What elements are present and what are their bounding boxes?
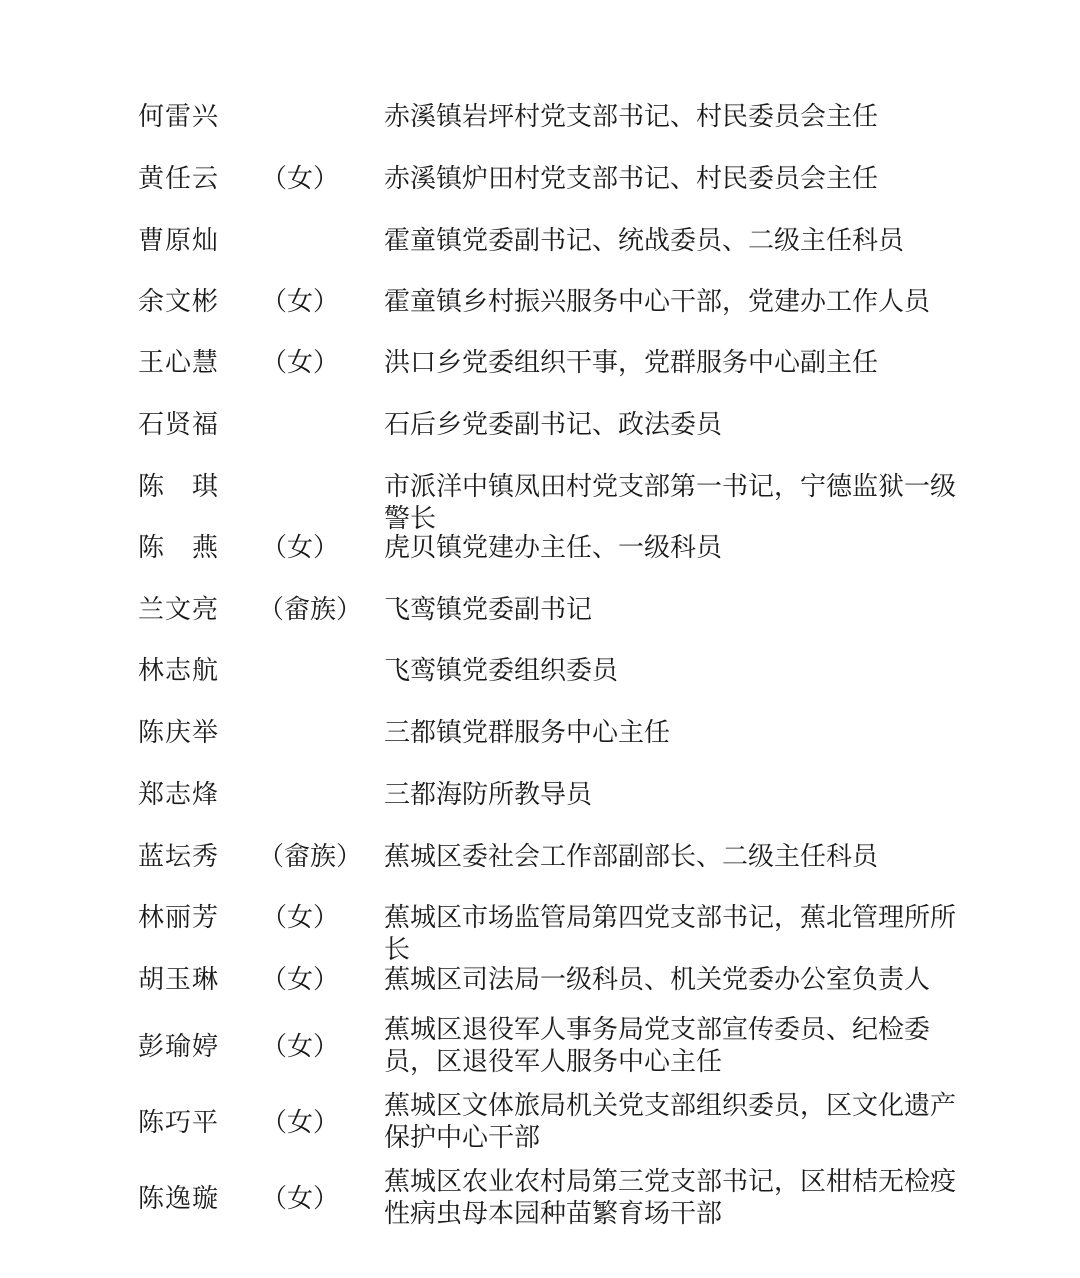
person-role: 蕉城区退役军人事务局党支部宣传委员、纪检委员，区退役军人服务中心主任 <box>384 1015 931 1077</box>
person-role: 飞鸾镇党委组织委员 <box>384 656 619 686</box>
person-name: 王心慧 <box>138 348 220 378</box>
person-role: 洪口乡党委组织干事，党群服务中心副主任 <box>384 348 879 378</box>
person-name: 陈巧平 <box>138 1108 220 1138</box>
person-role: 三都镇党群服务中心主任 <box>384 718 671 748</box>
person-note: （女） <box>260 1032 339 1062</box>
person-name: 曹原灿 <box>138 226 220 256</box>
person-role: 蕉城区司法局一级科员、机关党委办公室负责人 <box>384 965 931 995</box>
person-name: 石贤福 <box>138 410 220 440</box>
person-note: （女） <box>260 287 339 317</box>
person-name: 陈 燕 <box>138 533 220 563</box>
person-note: （畲族） <box>258 842 363 872</box>
person-role: 三都海防所教导员 <box>384 780 593 810</box>
person-name: 何雷兴 <box>138 102 220 132</box>
person-name: 陈庆举 <box>138 718 220 748</box>
person-name: 林丽芳 <box>138 903 220 933</box>
person-name: 黄任云 <box>138 164 220 194</box>
person-name: 彭瑜婷 <box>138 1032 220 1062</box>
person-note: （女） <box>260 965 339 995</box>
person-name: 蓝坛秀 <box>138 842 220 872</box>
person-role: 虎贝镇党建办主任、一级科员 <box>384 533 723 563</box>
person-role: 飞鸾镇党委副书记 <box>384 595 593 625</box>
person-role: 霍童镇党委副书记、统战委员、二级主任科员 <box>384 226 905 256</box>
person-role: 赤溪镇岩坪村党支部书记、村民委员会主任 <box>384 102 879 132</box>
person-note: （女） <box>260 164 339 194</box>
person-note: （女） <box>260 1184 339 1214</box>
person-name: 郑志烽 <box>138 780 220 810</box>
person-note: （女） <box>260 1108 339 1138</box>
person-role: 市派洋中镇凤田村党支部第一书记，宁德监狱一级警长 <box>384 472 957 534</box>
person-name: 陈逸璇 <box>138 1184 220 1214</box>
person-name: 胡玉琳 <box>138 965 220 995</box>
person-role: 赤溪镇炉田村党支部书记、村民委员会主任 <box>384 164 879 194</box>
person-name: 陈 琪 <box>138 472 220 502</box>
person-name: 余文彬 <box>138 287 220 317</box>
person-role: 蕉城区委社会工作部副部长、二级主任科员 <box>384 842 879 872</box>
person-role: 蕉城区市场监管局第四党支部书记，蕉北管理所所长 <box>384 903 957 965</box>
person-note: （畲族） <box>258 595 363 625</box>
person-note: （女） <box>260 533 339 563</box>
person-name: 林志航 <box>138 656 220 686</box>
person-name: 兰文亮 <box>138 595 220 625</box>
person-role: 石后乡党委副书记、政法委员 <box>384 410 723 440</box>
person-note: （女） <box>260 903 339 933</box>
person-role: 蕉城区文体旅局机关党支部组织委员，区文化遗产保护中心干部 <box>384 1091 957 1153</box>
person-role: 霍童镇乡村振兴服务中心干部，党建办工作人员 <box>384 287 931 317</box>
person-role: 蕉城区农业农村局第三党支部书记，区柑桔无检疫性病虫母本园种苗繁育场干部 <box>384 1167 957 1229</box>
person-note: （女） <box>260 348 339 378</box>
